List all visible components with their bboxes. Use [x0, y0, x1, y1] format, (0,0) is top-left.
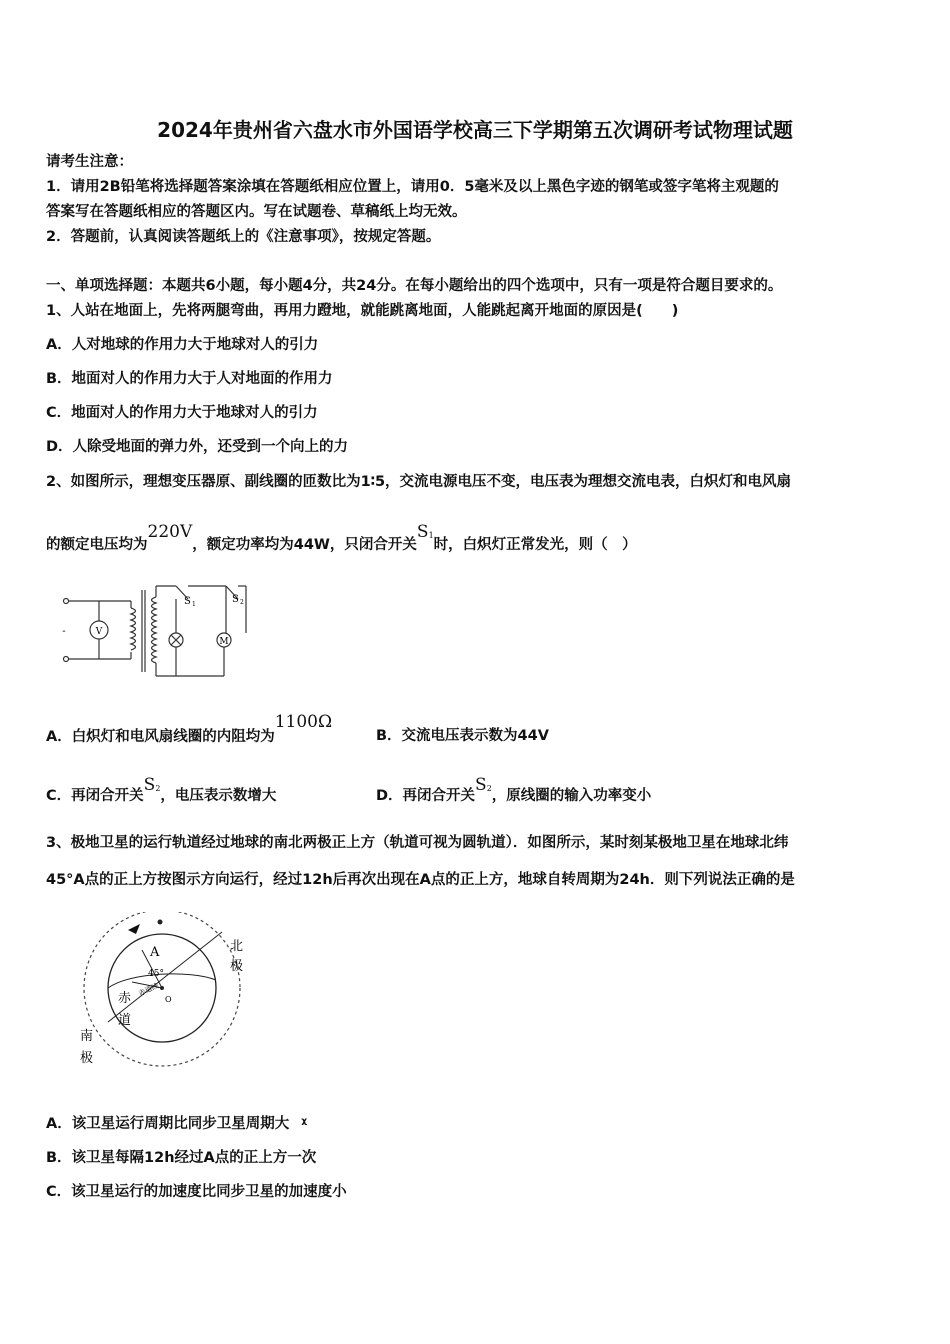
q2-option-c-switch	[144, 775, 161, 795]
switch-s2-label: S	[232, 594, 239, 605]
q3-stem-line-1: 3、极地卫星的运行轨道经过地球的南北两极正上方（轨道可视为圆轨道）．如图所示，某时刻某极地卫星在地球北纬	[46, 835, 789, 851]
q3-option-a	[46, 1114, 307, 1134]
q1-option-c: C．地面对人的作用力大于地球对人的引力	[46, 405, 318, 421]
q2-option-d-switch	[475, 775, 492, 795]
satellite-dot	[158, 920, 163, 925]
equator-label-2: 道	[118, 1013, 132, 1028]
terminal-top	[64, 599, 69, 604]
q2-rated-voltage: 220V	[147, 522, 193, 542]
notice-heading: 请考生注意：	[46, 154, 133, 170]
q2-option-d-text-a: D．再闭合开关	[376, 788, 476, 804]
south-label-1: 南	[80, 1029, 94, 1044]
switch-s1-sub: 1	[192, 601, 196, 608]
primary-coil	[131, 608, 136, 650]
transformer-circuit-diagram	[56, 580, 256, 685]
q3-option-a-mark: ᵡ	[301, 1116, 308, 1132]
notice-line-2: 答案写在答题纸相应的答题区内。写在试题卷、草稿纸上均无效。	[46, 204, 467, 220]
switch-s2-sub: 2	[240, 599, 244, 606]
q2-option-a-text: A．白炽灯和电风扇线圈的内阻均为	[46, 729, 275, 745]
q2-switch-s1-letter: S	[416, 522, 429, 542]
equator-label-1: 赤	[118, 991, 132, 1006]
source-label: -	[62, 626, 66, 637]
q2-option-a	[46, 712, 333, 747]
q1-option-d: D．人除受地面的弹力外，还受到一个向上的力	[46, 439, 349, 455]
angle-label: 45°	[148, 969, 164, 979]
q2-option-d-switch-sub: 2	[486, 784, 492, 793]
q2-option-b: B．交流电压表示数为44V	[376, 728, 549, 744]
q3-stem-line-2: 45°A点的正上方按图示方向运行，经过12h后再次出现在A点的正上方，地球自转周期为24h．则下列说法正确的是	[46, 872, 795, 888]
switch-s1-label: S	[184, 596, 191, 607]
north-label-1: 北	[230, 939, 244, 954]
q2-stem-part-b: ，额定功率均为44W，只闭合开关	[192, 537, 417, 553]
polar-satellite-diagram	[70, 912, 250, 1077]
q2-stem-part-a: 的额定电压均为	[46, 537, 148, 553]
q2-stem-line-2	[46, 522, 637, 558]
voltmeter-label: V	[95, 627, 103, 637]
q2-resistance-value: 1100Ω	[274, 712, 333, 732]
q3-option-b: B．该卫星每隔12h经过A点的正上方一次	[46, 1150, 317, 1166]
q1-option-a: A．人对地球的作用力大于地球对人的引力	[46, 337, 319, 353]
q2-option-d-text-b: ，原线圈的输入功率变小	[491, 788, 652, 804]
section-heading: 一、单项选择题：本题共6小题，每小题4分，共24分。在每小题给出的四个选项中，只有一项是符合题目要求的。	[46, 278, 783, 294]
q2-stem-line-1: 2、如图所示，理想变压器原、副线圈的匝数比为1∶5，交流电源电压不变，电压表为理想交流电表，白炽灯和电风扇	[46, 474, 792, 490]
q2-option-c	[46, 775, 277, 809]
q2-switch-s1	[417, 522, 434, 542]
equator-line-label: 赤道线	[137, 981, 160, 998]
terminal-bottom	[64, 657, 69, 662]
north-label-2: 极	[230, 959, 244, 974]
q2-option-c-text-a: C．再闭合开关	[46, 788, 144, 804]
q2-option-c-switch-letter: S	[143, 775, 156, 795]
q2-stem-part-c: 时，白炽灯正常发光，则（ ）	[433, 537, 637, 553]
q2-option-d	[376, 775, 652, 809]
point-a-label: A	[150, 945, 160, 960]
page-title: 2024年贵州省六盘水市外国语学校高三下学期第五次调研考试物理试题	[157, 118, 793, 142]
direction-arrow-icon	[128, 924, 140, 934]
q3-option-a-text: A．该卫星运行周期比同步卫星周期大	[46, 1116, 290, 1132]
center-label: O	[165, 995, 172, 1004]
q3-option-c: C．该卫星运行的加速度比同步卫星的加速度小	[46, 1184, 347, 1200]
q1-stem: 1、人站在地面上，先将两腿弯曲，再用力蹬地，就能跳离地面，人能跳起离开地面的原因是( )	[46, 303, 679, 319]
q2-option-d-switch-letter: S	[475, 775, 487, 795]
notice-line-3: 2．答题前，认真阅读答题纸上的《注意事项》，按规定答题。	[46, 229, 441, 245]
motor-label: M	[219, 637, 229, 647]
q1-option-b: B．地面对人的作用力大于人对地面的作用力	[46, 371, 333, 387]
notice-line-1: 1．请用2B铅笔将选择题答案涂填在答题纸相应位置上，请用0．5毫米及以上黑色字迹的钢笔或签字笔将主观题的	[46, 179, 779, 195]
south-label-2: 极	[80, 1051, 94, 1066]
q2-switch-s1-sub: 1	[428, 531, 434, 540]
secondary-coil	[152, 597, 157, 663]
earth-center-dot	[160, 986, 164, 990]
q2-option-c-text-b: ，电压表示数增大	[160, 788, 277, 804]
q2-option-c-switch-sub: 2	[155, 784, 161, 793]
